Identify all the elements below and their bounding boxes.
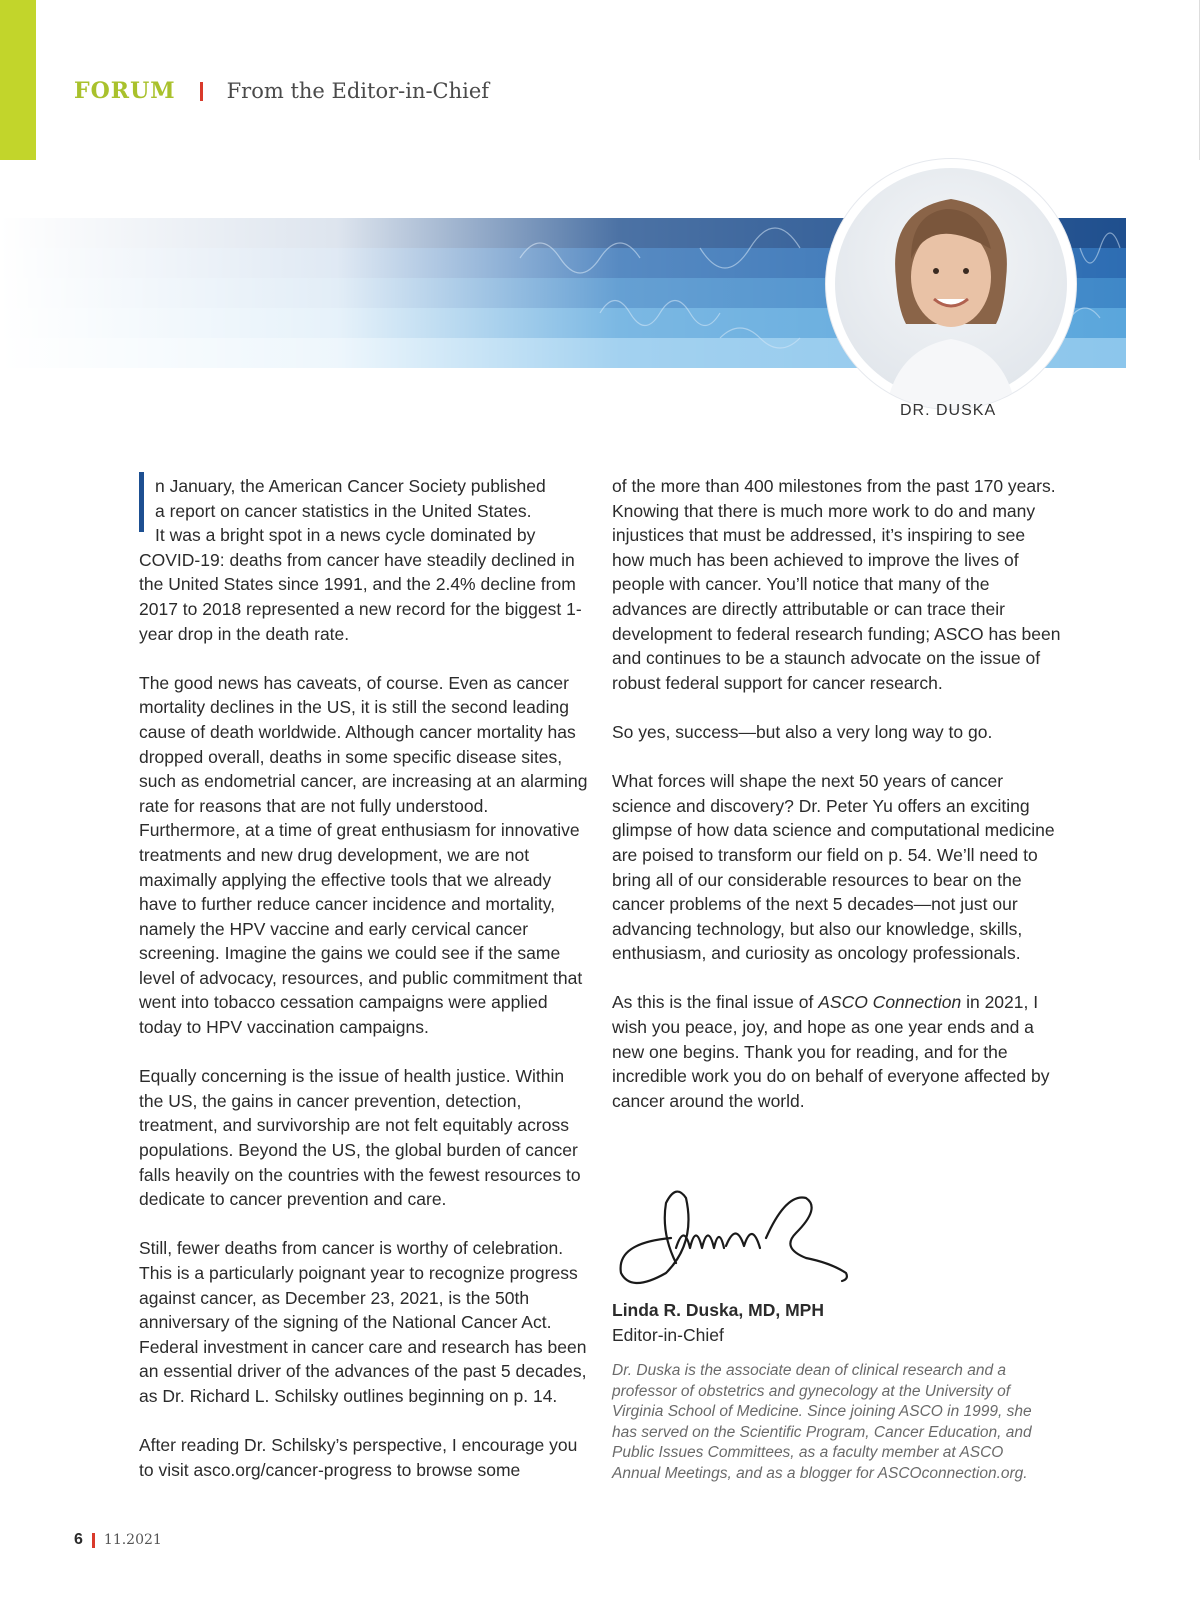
paragraph-next-50-years: What forces will shape the next 50 years of cancer science and discovery? Dr. Peter Yu offers an exciting glimpse of how data science and computational medicine are poised to transform our field on p. 54. We’ll need to bring all of our considerable resources to bear on the cancer problems of the next 5 decades—not just our advancing technology, but also our knowledge, skills, enthusiasm, and curiosity as oncology professionals.: [612, 771, 1055, 964]
paragraph-celebration: Still, fewer deaths from cancer is worthy of celebration. This is a particularly poignant year to recognize progress against cancer, as December 23, 2021, is the 50th anniversary of the signing of the National Cancer Act. Federal investment in cancer care and research has been an essential driver of the advances of the past 5 decades, as Dr. Richard L. Schilsky outlines beginning on p. 14.: [139, 1238, 587, 1406]
footer-divider: [92, 1533, 95, 1548]
page-number: 6: [74, 1531, 83, 1548]
closing-text-end: in 2021, I wish you peace, joy, and hope as one year ends and a new one begins. Thank you for reading, and for the incredible work you do on behalf of everyone affected by cancer around the world.: [612, 992, 1050, 1111]
paragraph-success: So yes, success—but also a very long way to go.: [612, 721, 993, 742]
header-divider: [200, 82, 203, 101]
author-name: Linda R. Duska, MD, MPH: [612, 1300, 824, 1320]
intro-line: It was a bright spot in a news cycle dominated by: [155, 525, 536, 546]
page-footer: [74, 1531, 162, 1549]
publication-name: ASCO Connection: [818, 992, 962, 1013]
section-label: FORUM: [74, 78, 176, 104]
intro-line: n January, the American Cancer Society published: [155, 476, 546, 496]
author-role: Editor-in-Chief: [612, 1325, 724, 1345]
author-bio: Dr. Duska is the associate dean of clinical research and a professor of obstetrics and gynecology at the University of Virginia School of Medicine. Since joining ASCO in 1999, she has served on the Scientific Program, Cancer Education, and Public Issues Committees, as a faculty member at ASCO Annual Meetings, and as a blogger for ASCOconnection.org.: [612, 1362, 1032, 1482]
page-header: [74, 74, 489, 108]
author-portrait: [826, 159, 1076, 409]
photo-caption: DR. DUSKA: [900, 402, 997, 419]
issue-date: 11.2021: [103, 1532, 162, 1548]
paragraph-visit-site: After reading Dr. Schilsky’s perspective, I encourage you to visit asco.org/cancer-progress to browse some: [139, 1435, 578, 1480]
intro-paragraph: [139, 474, 591, 646]
drop-cap-i: [139, 472, 144, 532]
intro-line: a report on cancer statistics in the United States.: [155, 500, 532, 521]
article-column-left: [139, 474, 591, 1482]
section-color-tab: [0, 0, 36, 160]
article-column-right: [612, 474, 1062, 1113]
paragraph-milestones: of the more than 400 milestones from the past 170 years. Knowing that there is much more work to do and many injustices that must be addressed, it’s inspiring to see how much has been achieved to improve the lives of people with cancer. You’ll notice that many of the advances are directly attributable or can trace their development to federal research funding; ASCO has been and continues to be a staunch advocate on the issue of robust federal support for cancer research.: [612, 476, 1061, 693]
closing-text-start: As this is the final issue of: [612, 992, 819, 1013]
header-title: From the Editor-in-Chief: [226, 79, 490, 103]
handwritten-signature: [616, 1178, 856, 1290]
paragraph-caveats: The good news has caveats, of course. Even as cancer mortality declines in the US, it is still the second leading cause of death worldwide. Although cancer mortality has dropped overall, deaths in some specific disease sites, such as endometrial cancer, are increasing at an alarming rate for reasons that are not fully understood. Furthermore, at a time of great enthusiasm for innovative treatments and new drug development, we are not maximally applying the effective tools that we already have to further reduce cancer incidence and mortality, namely the HPV vaccine and early cervical cancer screening. Imagine the gains we could see if the same level of advocacy, resources, and public commitment that went into tobacco cessation campaigns were applied today to HPV vaccination campaigns.: [139, 672, 588, 1038]
intro-paragraph-rest: COVID-19: deaths from cancer have steadily declined in the United States since 1991, and the 2.4% decline from 2017 to 2018 represented a new record for the biggest 1-year drop in the death rate.: [139, 549, 582, 644]
paragraph-closing: [612, 990, 1062, 1113]
paragraph-health-justice: Equally concerning is the issue of health justice. Within the US, the gains in cancer prevention, detection, treatment, and survivorship are not felt equitably across populations. Beyond the US, the global burden of cancer falls heavily on the countries with the fewest resources to dedicate to cancer prevention and care.: [139, 1066, 581, 1210]
intro-lines: [139, 474, 591, 548]
